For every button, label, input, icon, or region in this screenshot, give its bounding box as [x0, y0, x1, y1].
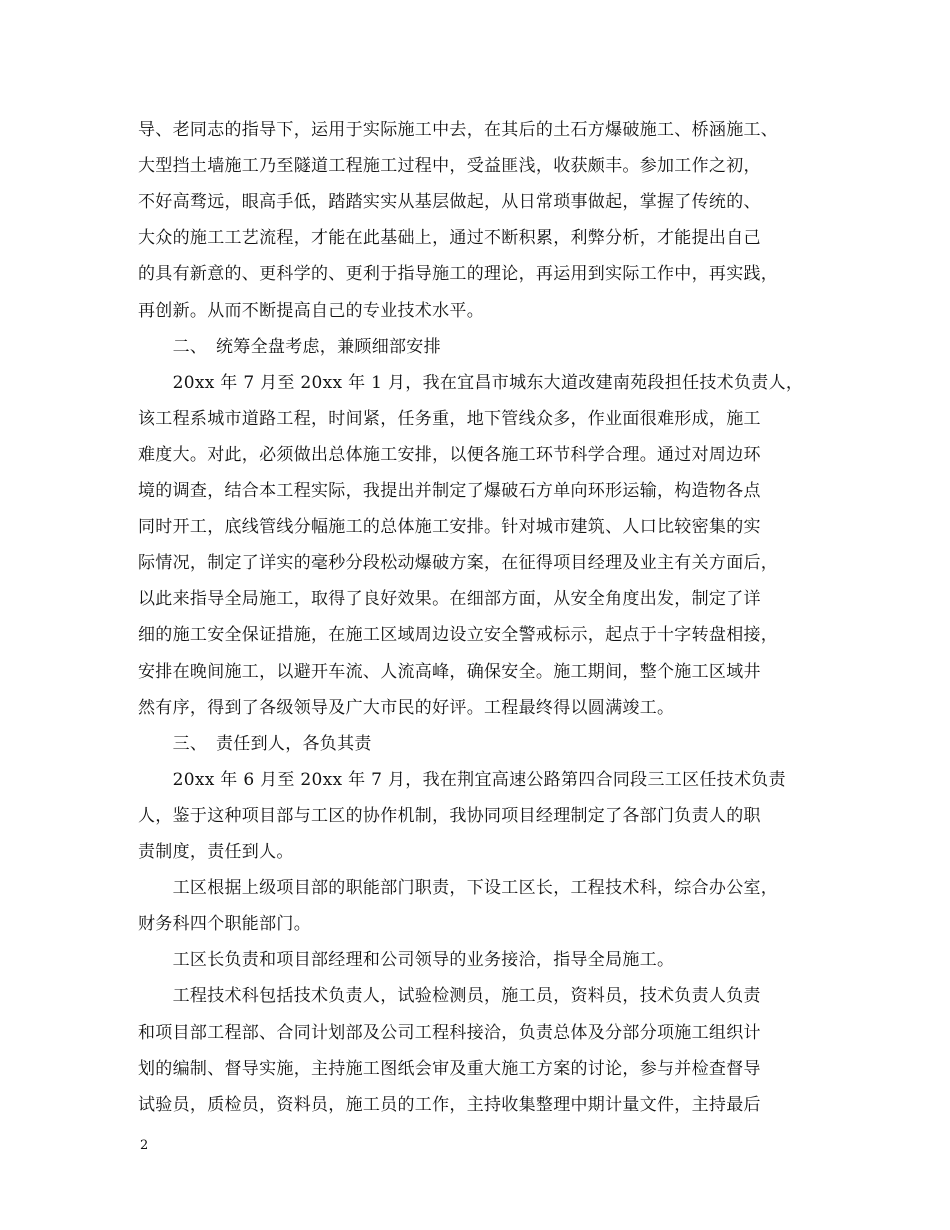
- text-line: 的具有新意的、更科学的、更利于指导施工的理论，再运用到实际工作中，再实践，: [138, 264, 779, 285]
- text-line: 际情况，制定了详实的毫秒分段松动爆破方案，在征得项目经理及业主有关方面后，: [138, 553, 779, 574]
- text-line: 20xx 年 6 月至 20xx 年 7 月，我在荆宜高速公路第四合同段三工区任技术负责: [138, 769, 786, 790]
- text-line: 该工程系城市道路工程，时间紧，任务重，地下管线众多，作业面很难形成，施工: [138, 408, 761, 429]
- text-line: 责制度，责任到人。: [138, 842, 294, 862]
- text-line: 三、 责任到人，各负其责: [138, 733, 372, 754]
- text-line: 人，鉴于这种项目部与工区的协作机制，我协同项目经理制定了各部门负责人的职: [138, 805, 761, 826]
- text-line: 再创新。从而不断提高自己的专业技术水平。: [138, 300, 484, 321]
- text-line: 安排在晚间施工，以避开车流、人流高峰，确保安全。施工期间，整个施工区域井: [138, 661, 761, 682]
- text-line: 试验员，质检员，资料员，施工员的工作，主持收集整理中期计量文件，主持最后: [138, 1094, 761, 1115]
- text-line: 工区长负责和项目部经理和公司领导的业务接洽，指导全局施工。: [138, 950, 675, 971]
- text-line: 同时开工，底线管线分幅施工的总体施工安排。针对城市建筑、人口比较密集的实: [138, 517, 761, 538]
- text-line: 大型挡土墙施工乃至隧道工程施工过程中，受益匪浅，收获颇丰。参加工作之初，: [138, 156, 761, 177]
- text-line: 不好高骛远，眼高手低，踏踏实实从基层做起，从日常琐事做起，掌握了传统的、: [138, 192, 761, 213]
- text-line: 难度大。对此，必须做出总体施工安排，以便各施工环节科学合理。通过对周边环: [138, 444, 761, 465]
- text-line: 20xx 年 7 月至 20xx 年 1 月，我在宜昌市城东大道改建南苑段担任技术负责人，: [138, 372, 804, 393]
- text-line: 以此来指导全局施工，取得了良好效果。在细部方面，从安全角度出发，制定了详: [138, 589, 761, 610]
- text-line: 然有序，得到了各级领导及广大市民的好评。工程最终得以圆满竣工。: [138, 697, 675, 718]
- text-line: 工区根据上级项目部的职能部门职责，下设工区长，工程技术科，综合办公室，: [138, 878, 779, 899]
- text-line: 和项目部工程部、合同计划部及公司工程科接洽，负责总体及分部分项施工组织计: [138, 1022, 761, 1043]
- page-number: 2: [140, 1138, 149, 1153]
- text-line: 财务科四个职能部门。: [138, 914, 311, 935]
- text-line: 细的施工安全保证措施，在施工区域周边设立安全警戒标示，起点于十字转盘相接，: [138, 625, 779, 646]
- text-line: 大众的施工工艺流程，才能在此基础上，通过不断积累，利弊分析，才能提出自己: [138, 228, 761, 249]
- text-line: 境的调查，结合本工程实际，我提出并制定了爆破石方单向环形运输，构造物各点: [138, 481, 761, 501]
- text-line: 划的编制、督导实施，主持施工图纸会审及重大施工方案的讨论，参与并检查督导: [138, 1058, 761, 1079]
- text-line: 工程技术科包括技术负责人，试验检测员，施工员，资料员，技术负责人负责: [138, 986, 761, 1007]
- text-line: 二、 统筹全盘考虑，兼顾细部安排: [138, 336, 441, 357]
- text-line: 导、老同志的指导下，运用于实际施工中去，在其后的土石方爆破施工、桥涵施工、: [138, 120, 779, 140]
